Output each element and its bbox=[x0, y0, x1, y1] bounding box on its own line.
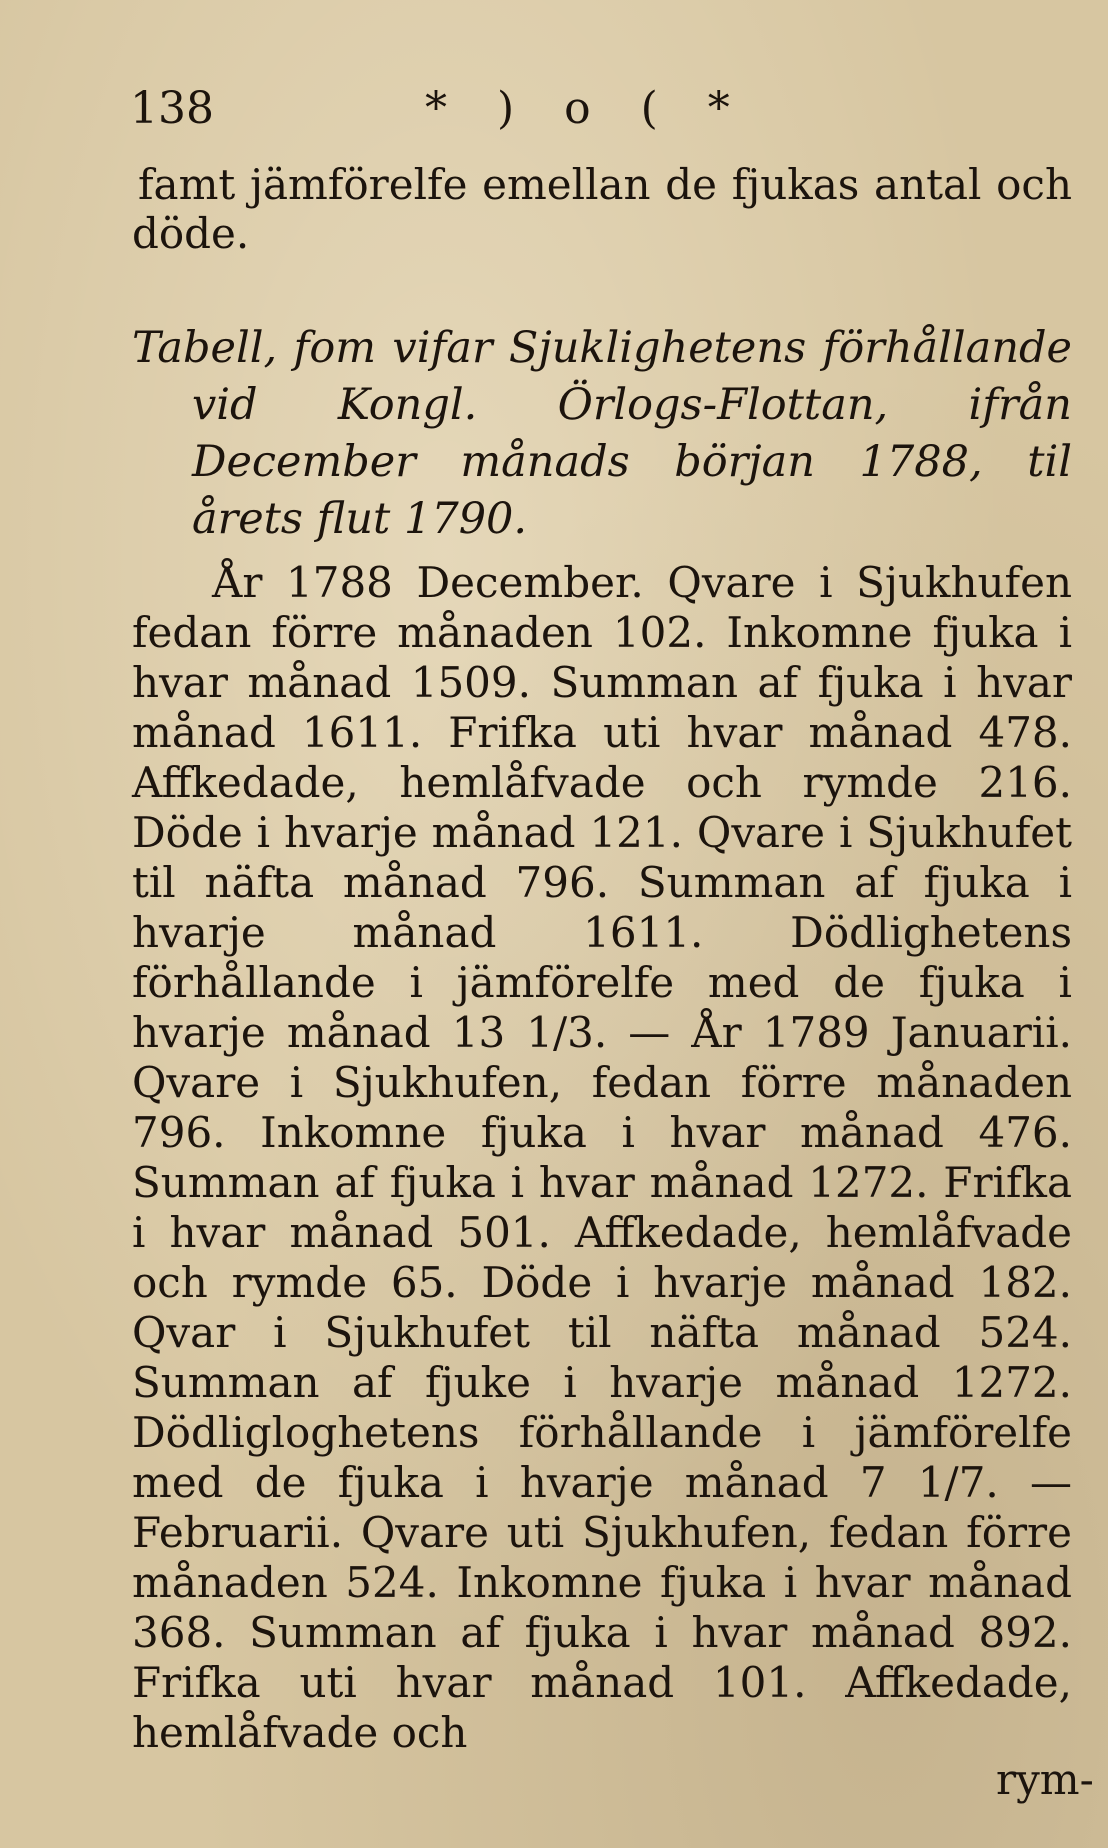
page-header bbox=[130, 84, 850, 134]
table-title: Tabell, fom vifar Sjuklighetens förhållande vid Kongl. Örlogs-Flottan, ifrån December månads början 1788, til årets flut 1790. bbox=[132, 323, 1072, 544]
catchword: rym- bbox=[996, 1755, 1094, 1804]
body-paragraph: År 1788 December. Qvare i Sjukhufen fedan förre månaden 102. Inkomne fjuka i hvar månad 1509. Summan af fjuka i hvar månad 1611. Frifka uti hvar månad 478. Affkedade, hemlåfvade och rymde 216. Döde i hvarje månad 121. Qvare i Sjukhufet til näfta månad 796. Summan af fjuka i hvarje månad 1611. Dödlighetens förhållande i jämförelfe med de fjuka i hvarje månad 13 1/3. — År 1789 Januarii. Qvare i Sjukhufen, fedan förre månaden 796. Inkomne fjuka i hvar månad 476. Summan af fjuka i hvar månad 1272. Frifka i hvar månad 501. Affkedade, hemlåfvade och rymde 65. Döde i hvarje månad 182. Qvar i Sjukhufet til näfta månad 524. Summan af fjuke i hvarje månad 1272. Dödligloghetens förhållande i jämförelfe med de fjuka i hvarje månad 7 1/7. — Februarii. Qvare uti Sjukhufen, fedan förre månaden 524. Inkomne fjuka i hvar månad 368. Summan af fjuka i hvar månad 892. Frifka uti hvar månad 101. Affkedade, hemlåfvade och bbox=[132, 558, 1072, 1757]
running-head: * ) o ( * bbox=[425, 83, 748, 134]
page-number: 138 bbox=[130, 83, 214, 134]
intro-paragraph: famt jämförelfe emellan de fjukas antal och döde. bbox=[132, 160, 1072, 258]
